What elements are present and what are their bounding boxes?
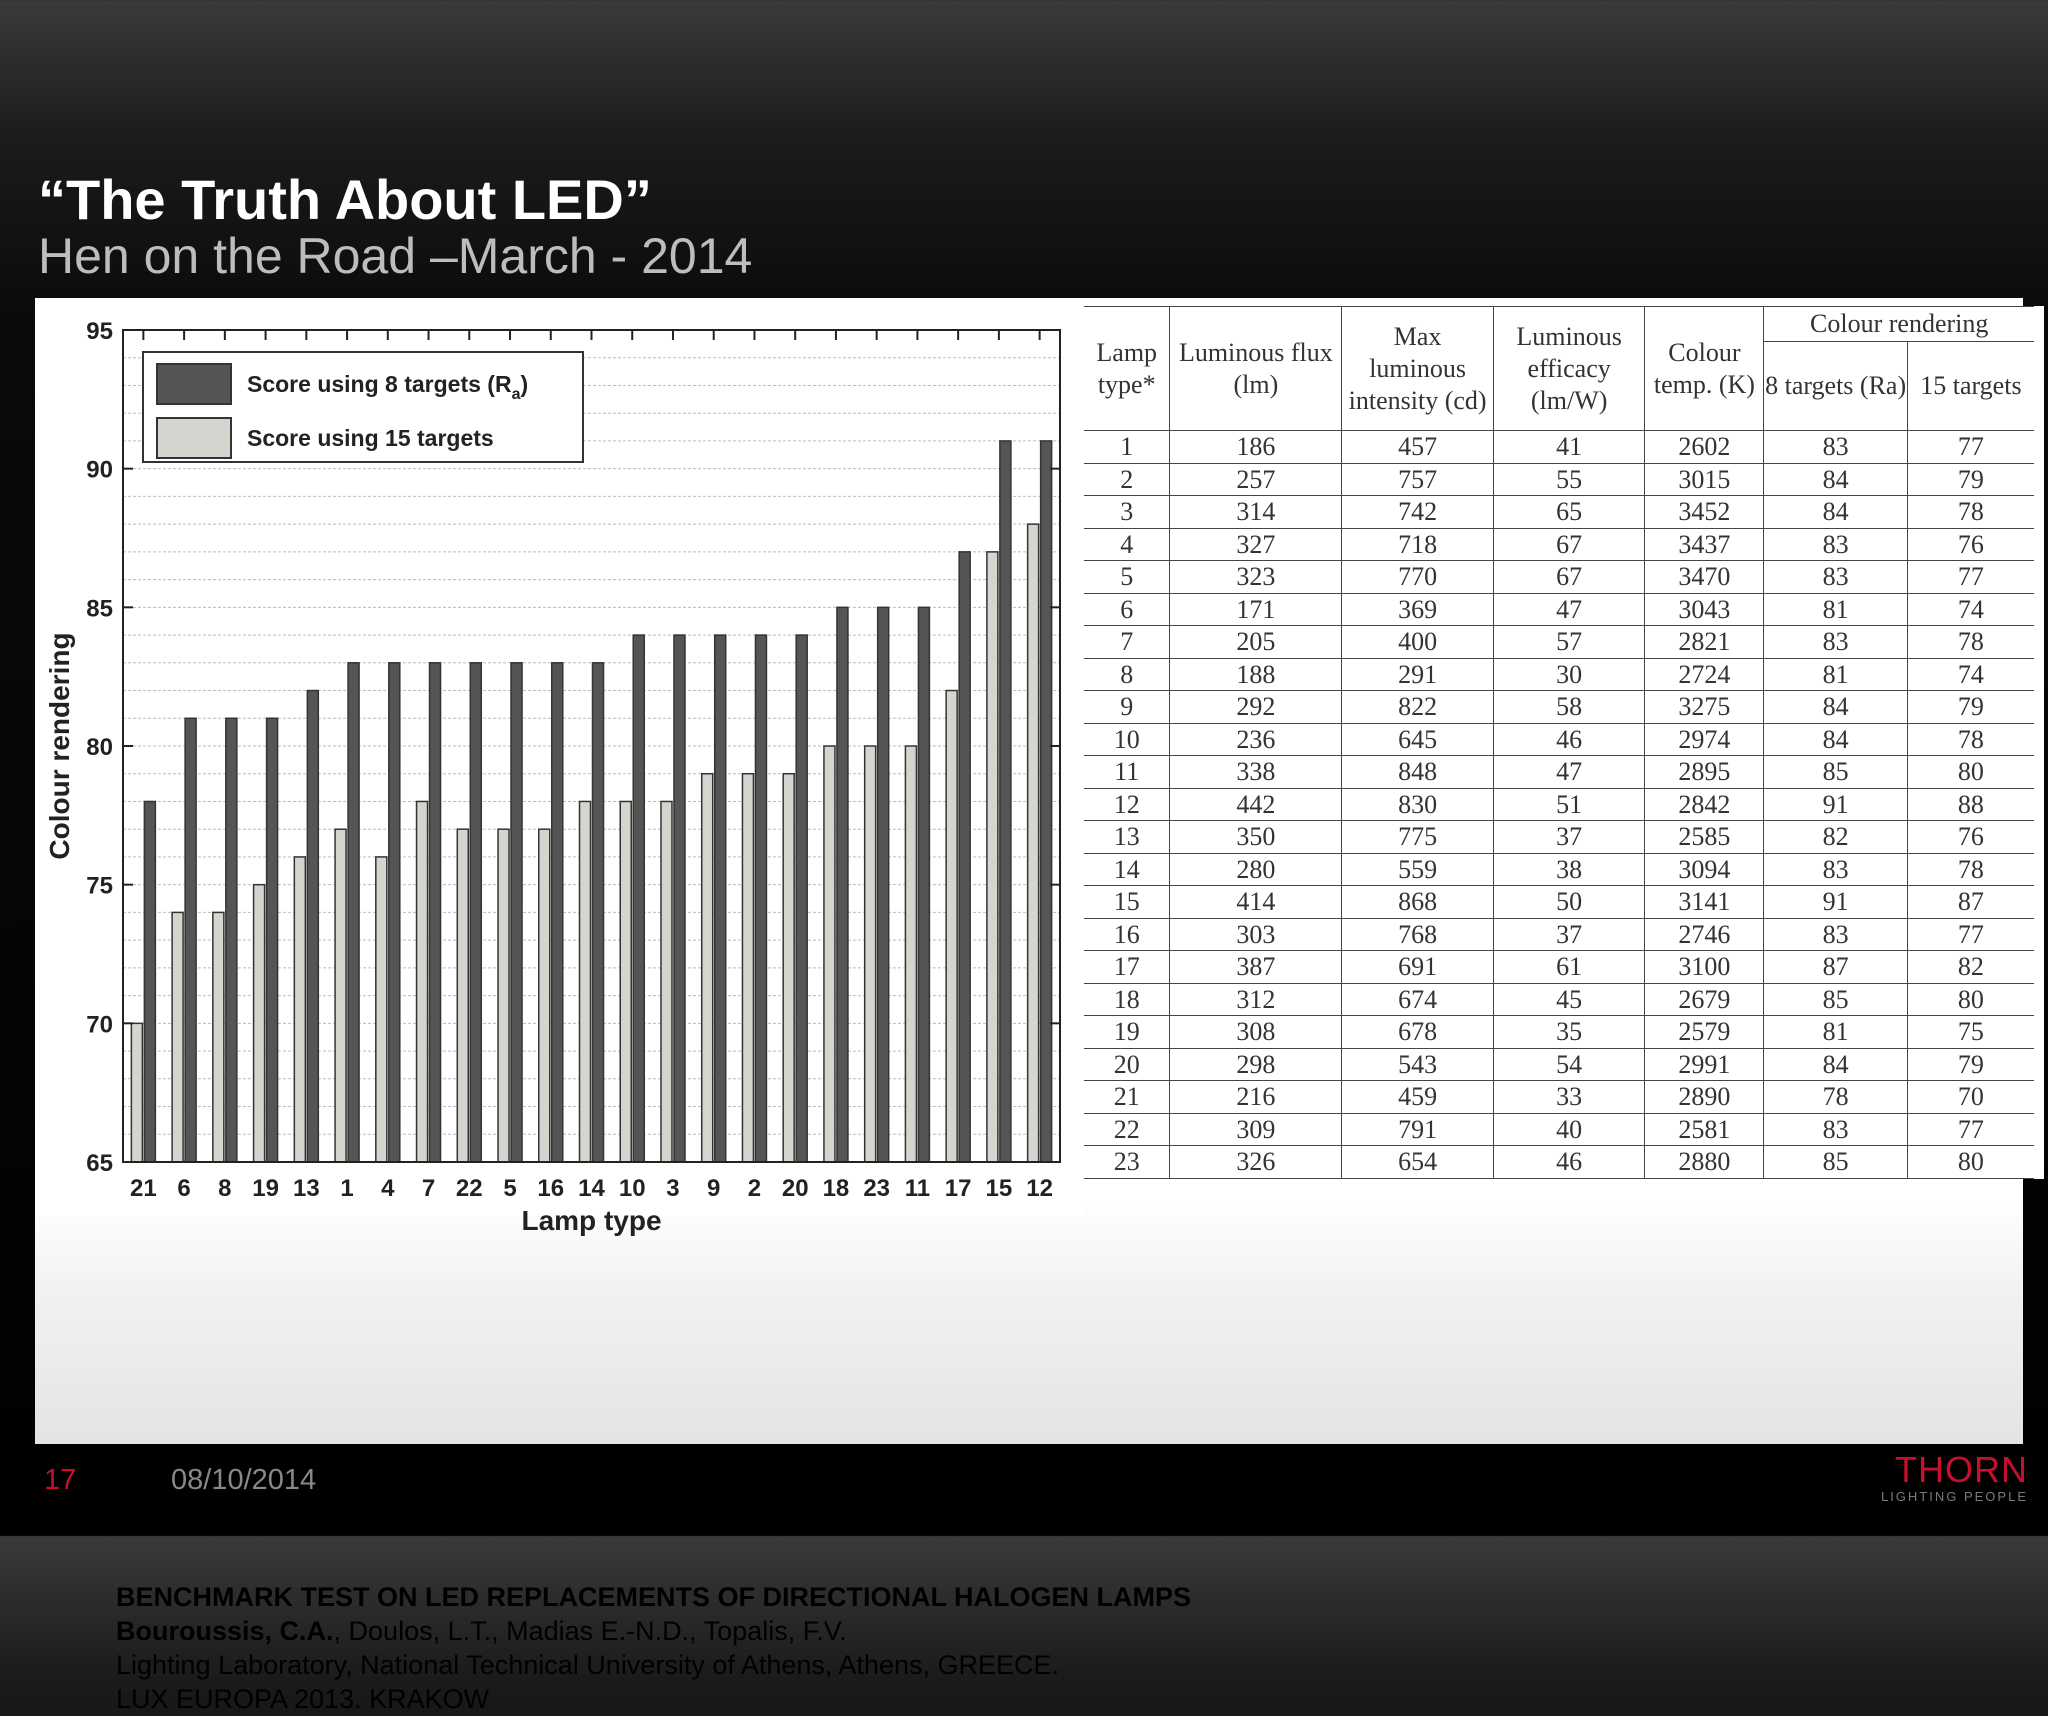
cell-max-intensity: 559 xyxy=(1342,853,1494,886)
x-tick-label: 2 xyxy=(747,1175,762,1202)
cell-ra-8-targets: 85 xyxy=(1764,983,1907,1016)
cell-max-intensity: 791 xyxy=(1342,1113,1494,1146)
cell-lamp-type: 21 xyxy=(1084,1081,1170,1114)
bar-15-targets xyxy=(539,829,550,1162)
cell-luminous-flux: 303 xyxy=(1170,918,1342,951)
cell-luminous-flux: 414 xyxy=(1170,886,1342,919)
y-tick-label: 75 xyxy=(86,872,113,900)
cell-max-intensity: 830 xyxy=(1342,788,1494,821)
cell-luminous-flux: 280 xyxy=(1170,853,1342,886)
bars xyxy=(131,441,1051,1162)
cell-colour-temp: 2895 xyxy=(1645,756,1764,789)
cell-ra-8-targets: 83 xyxy=(1764,1113,1907,1146)
cell-lamp-type: 10 xyxy=(1084,723,1170,756)
x-tick-label: 6 xyxy=(177,1175,191,1202)
bar-8-targets xyxy=(226,718,237,1162)
cell-lamp-type: 12 xyxy=(1084,788,1170,821)
cell-efficacy: 67 xyxy=(1493,561,1645,594)
x-tick-label: 22 xyxy=(455,1175,483,1202)
header-luminous-flux: Luminous flux (lm) xyxy=(1170,307,1342,431)
cell-lamp-type: 18 xyxy=(1084,983,1170,1016)
cell-efficacy: 47 xyxy=(1493,593,1645,626)
table-row xyxy=(1084,1016,2034,1049)
y-tick-label: 65 xyxy=(86,1150,113,1177)
cell-max-intensity: 742 xyxy=(1342,496,1494,529)
cell-efficacy: 38 xyxy=(1493,853,1645,886)
cell-efficacy: 37 xyxy=(1493,918,1645,951)
table-row xyxy=(1084,431,2034,464)
bar-8-targets xyxy=(307,691,318,1162)
bar-8-targets xyxy=(430,663,441,1162)
cell-luminous-flux: 338 xyxy=(1170,756,1342,789)
cell-luminous-flux: 188 xyxy=(1170,658,1342,691)
x-tick-label: 7 xyxy=(421,1175,436,1202)
cell-score-15-targets: 80 xyxy=(1907,1146,2034,1179)
cell-max-intensity: 674 xyxy=(1342,983,1494,1016)
table-row xyxy=(1084,788,2034,821)
cell-colour-temp: 2890 xyxy=(1645,1081,1764,1114)
cell-ra-8-targets: 83 xyxy=(1764,528,1907,561)
cell-luminous-flux: 308 xyxy=(1170,1016,1342,1049)
cell-lamp-type: 23 xyxy=(1084,1146,1170,1179)
table-row xyxy=(1084,1081,2034,1114)
cell-luminous-flux: 309 xyxy=(1170,1113,1342,1146)
cell-luminous-flux: 171 xyxy=(1170,593,1342,626)
cell-efficacy: 55 xyxy=(1493,463,1645,496)
cell-efficacy: 46 xyxy=(1493,723,1645,756)
bar-15-targets xyxy=(172,912,183,1162)
cell-efficacy: 37 xyxy=(1493,821,1645,854)
cell-score-15-targets: 78 xyxy=(1907,496,2034,529)
cell-colour-temp: 3275 xyxy=(1645,691,1764,724)
cell-lamp-type: 6 xyxy=(1084,593,1170,626)
bar-8-targets xyxy=(593,663,604,1162)
bar-8-targets xyxy=(185,718,196,1162)
x-tick-label: 23 xyxy=(863,1175,891,1202)
cell-max-intensity: 369 xyxy=(1342,593,1494,626)
cell-efficacy: 51 xyxy=(1493,788,1645,821)
x-tick-label: 15 xyxy=(985,1175,1013,1202)
bar-15-targets xyxy=(946,691,957,1162)
cell-score-15-targets: 79 xyxy=(1907,463,2034,496)
cell-colour-temp: 2842 xyxy=(1645,788,1764,821)
cell-lamp-type: 8 xyxy=(1084,658,1170,691)
cell-colour-temp: 2579 xyxy=(1645,1016,1764,1049)
cell-efficacy: 65 xyxy=(1493,496,1645,529)
cell-colour-temp: 3470 xyxy=(1645,561,1764,594)
cell-efficacy: 45 xyxy=(1493,983,1645,1016)
cell-max-intensity: 291 xyxy=(1342,658,1494,691)
cell-lamp-type: 13 xyxy=(1084,821,1170,854)
cell-score-15-targets: 77 xyxy=(1907,918,2034,951)
bar-15-targets xyxy=(783,774,794,1162)
cell-score-15-targets: 76 xyxy=(1907,528,2034,561)
cell-efficacy: 61 xyxy=(1493,951,1645,984)
cell-max-intensity: 543 xyxy=(1342,1048,1494,1081)
cell-score-15-targets: 78 xyxy=(1907,723,2034,756)
cell-luminous-flux: 327 xyxy=(1170,528,1342,561)
cell-efficacy: 40 xyxy=(1493,1113,1645,1146)
cell-lamp-type: 4 xyxy=(1084,528,1170,561)
bar-8-targets xyxy=(674,635,685,1162)
cell-score-15-targets: 74 xyxy=(1907,593,2034,626)
cell-colour-temp: 2585 xyxy=(1645,821,1764,854)
bar-8-targets xyxy=(1041,441,1052,1162)
slide-title: “The Truth About LED” xyxy=(38,168,652,231)
cell-max-intensity: 868 xyxy=(1342,886,1494,919)
cell-score-15-targets: 77 xyxy=(1907,561,2034,594)
cell-luminous-flux: 314 xyxy=(1170,496,1342,529)
cell-luminous-flux: 323 xyxy=(1170,561,1342,594)
lead-author: Bouroussis, C.A. xyxy=(116,1616,334,1646)
cell-colour-temp: 3043 xyxy=(1645,593,1764,626)
legend-label: Score using 8 targets $(R_a)$ xyxy=(247,371,529,403)
x-tick-label: 3 xyxy=(666,1175,680,1202)
bar-15-targets xyxy=(661,801,672,1162)
cell-efficacy: 35 xyxy=(1493,1016,1645,1049)
lamp-data-table xyxy=(1084,306,2044,1179)
cell-efficacy: 33 xyxy=(1493,1081,1645,1114)
cell-score-15-targets: 88 xyxy=(1907,788,2034,821)
x-tick-label: 17 xyxy=(944,1175,972,1202)
cell-score-15-targets: 78 xyxy=(1907,626,2034,659)
cell-max-intensity: 770 xyxy=(1342,561,1494,594)
cell-colour-temp: 3437 xyxy=(1645,528,1764,561)
bar-8-targets xyxy=(552,663,563,1162)
bar-15-targets xyxy=(254,885,265,1162)
bar-15-targets xyxy=(376,857,387,1162)
cell-colour-temp: 2724 xyxy=(1645,658,1764,691)
cell-efficacy: 30 xyxy=(1493,658,1645,691)
bar-8-targets xyxy=(837,607,848,1162)
co-authors: , Doulos, L.T., Madias E.-N.D., Topalis, F.V. xyxy=(333,1616,847,1646)
x-tick-label: 4 xyxy=(381,1175,395,1202)
table-row xyxy=(1084,593,2034,626)
cell-colour-temp: 2581 xyxy=(1645,1113,1764,1146)
header-lamp-type: Lamp type* xyxy=(1084,307,1170,431)
bar-15-targets xyxy=(620,801,631,1162)
cell-colour-temp: 2679 xyxy=(1645,983,1764,1016)
bar-8-targets xyxy=(389,663,400,1162)
x-tick-label: 12 xyxy=(1026,1175,1053,1202)
cell-max-intensity: 678 xyxy=(1342,1016,1494,1049)
cell-luminous-flux: 298 xyxy=(1170,1048,1342,1081)
bar-8-targets xyxy=(633,635,644,1162)
table-row xyxy=(1084,886,2034,919)
cell-ra-8-targets: 85 xyxy=(1764,756,1907,789)
cell-ra-8-targets: 81 xyxy=(1764,593,1907,626)
cell-max-intensity: 691 xyxy=(1342,951,1494,984)
paper-title: BENCHMARK TEST ON LED REPLACEMENTS OF DIRECTIONAL HALOGEN LAMPS xyxy=(116,1582,1192,1612)
cell-luminous-flux: 236 xyxy=(1170,723,1342,756)
cell-score-15-targets: 79 xyxy=(1907,1048,2034,1081)
header-colour-temp: Colour temp. (K) xyxy=(1645,307,1764,431)
y-axis-label: Colour rendering xyxy=(44,632,75,860)
cell-ra-8-targets: 91 xyxy=(1764,788,1907,821)
x-tick-label: 14 xyxy=(578,1175,605,1202)
cell-luminous-flux: 216 xyxy=(1170,1081,1342,1114)
table-row xyxy=(1084,658,2034,691)
cell-score-15-targets: 74 xyxy=(1907,658,2034,691)
cell-lamp-type: 16 xyxy=(1084,918,1170,951)
header-max-intensity: Max luminous intensity (cd) xyxy=(1342,307,1494,431)
x-tick-label: 20 xyxy=(781,1175,809,1202)
cell-colour-temp: 3141 xyxy=(1645,886,1764,919)
bar-8-targets xyxy=(715,635,726,1162)
cell-max-intensity: 457 xyxy=(1342,431,1494,464)
bar-15-targets xyxy=(1028,524,1039,1162)
header-15-targets: 15 targets xyxy=(1907,342,2034,431)
x-tick-label: 13 xyxy=(292,1175,320,1202)
colour-rendering-chart xyxy=(35,298,1085,1236)
cell-ra-8-targets: 87 xyxy=(1764,951,1907,984)
slide-date: 08/10/2014 xyxy=(171,1464,317,1496)
legend-paren: ) xyxy=(520,371,529,397)
cell-ra-8-targets: 83 xyxy=(1764,561,1907,594)
bar-15-targets xyxy=(131,1023,142,1162)
cell-lamp-type: 2 xyxy=(1084,463,1170,496)
bar-8-targets xyxy=(144,801,155,1162)
page-number: 17 xyxy=(44,1464,77,1496)
x-tick-label: 10 xyxy=(618,1175,646,1202)
cell-ra-8-targets: 83 xyxy=(1764,918,1907,951)
cell-lamp-type: 9 xyxy=(1084,691,1170,724)
table-row xyxy=(1084,1048,2034,1081)
x-tick-label: 1 xyxy=(340,1175,354,1202)
cell-max-intensity: 654 xyxy=(1342,1146,1494,1179)
table-row xyxy=(1084,1146,2034,1179)
cell-score-15-targets: 80 xyxy=(1907,983,2034,1016)
table-row xyxy=(1084,528,2034,561)
cell-max-intensity: 459 xyxy=(1342,1081,1494,1114)
bar-15-targets xyxy=(702,774,713,1162)
bar-15-targets xyxy=(580,801,591,1162)
cell-score-15-targets: 82 xyxy=(1907,951,2034,984)
header-colour-rendering: Colour rendering xyxy=(1764,307,2034,342)
table-row xyxy=(1084,951,2034,984)
bar-15-targets xyxy=(294,857,305,1162)
cell-lamp-type: 20 xyxy=(1084,1048,1170,1081)
cell-lamp-type: 7 xyxy=(1084,626,1170,659)
cell-max-intensity: 768 xyxy=(1342,918,1494,951)
cell-lamp-type: 14 xyxy=(1084,853,1170,886)
cell-lamp-type: 17 xyxy=(1084,951,1170,984)
cell-score-15-targets: 77 xyxy=(1907,1113,2034,1146)
cell-efficacy: 57 xyxy=(1493,626,1645,659)
cell-ra-8-targets: 85 xyxy=(1764,1146,1907,1179)
cell-colour-temp: 3452 xyxy=(1645,496,1764,529)
bar-8-targets xyxy=(511,663,522,1162)
cell-efficacy: 58 xyxy=(1493,691,1645,724)
authors xyxy=(116,1614,1191,1648)
x-tick-label: 5 xyxy=(503,1175,517,1202)
bar-15-targets xyxy=(335,829,346,1162)
table-row xyxy=(1084,1113,2034,1146)
cell-score-15-targets: 70 xyxy=(1907,1081,2034,1114)
bar-15-targets xyxy=(457,829,468,1162)
cell-ra-8-targets: 81 xyxy=(1764,658,1907,691)
cell-efficacy: 67 xyxy=(1493,528,1645,561)
bar-15-targets xyxy=(742,774,753,1162)
bar-15-targets xyxy=(213,912,224,1162)
bar-8-targets xyxy=(755,635,766,1162)
cell-efficacy: 46 xyxy=(1493,1146,1645,1179)
cell-lamp-type: 11 xyxy=(1084,756,1170,789)
cell-luminous-flux: 442 xyxy=(1170,788,1342,821)
y-tick-label: 95 xyxy=(86,318,113,345)
cell-ra-8-targets: 84 xyxy=(1764,1048,1907,1081)
cell-max-intensity: 822 xyxy=(1342,691,1494,724)
cell-colour-temp: 2821 xyxy=(1645,626,1764,659)
legend xyxy=(143,352,583,462)
cell-score-15-targets: 76 xyxy=(1907,821,2034,854)
cell-ra-8-targets: 83 xyxy=(1764,626,1907,659)
bar-15-targets xyxy=(498,829,509,1162)
cell-max-intensity: 775 xyxy=(1342,821,1494,854)
table-row xyxy=(1084,853,2034,886)
cell-efficacy: 50 xyxy=(1493,886,1645,919)
cell-luminous-flux: 350 xyxy=(1170,821,1342,854)
bar-8-targets xyxy=(1000,441,1011,1162)
x-axis-label: Lamp type xyxy=(521,1205,662,1236)
cell-ra-8-targets: 84 xyxy=(1764,723,1907,756)
x-tick-label: 8 xyxy=(218,1175,232,1202)
cell-ra-8-targets: 83 xyxy=(1764,431,1907,464)
cell-colour-temp: 2880 xyxy=(1645,1146,1764,1179)
bar-8-targets xyxy=(470,663,481,1162)
bar-8-targets xyxy=(918,607,929,1162)
table-row xyxy=(1084,723,2034,756)
table-row xyxy=(1084,983,2034,1016)
cell-score-15-targets: 77 xyxy=(1907,431,2034,464)
cell-max-intensity: 718 xyxy=(1342,528,1494,561)
legend-subscript: a xyxy=(511,386,521,403)
cell-score-15-targets: 79 xyxy=(1907,691,2034,724)
y-tick-label: 70 xyxy=(86,1011,113,1039)
cell-colour-temp: 2602 xyxy=(1645,431,1764,464)
cell-lamp-type: 5 xyxy=(1084,561,1170,594)
bar-15-targets xyxy=(824,746,835,1162)
table-row xyxy=(1084,756,2034,789)
table-row xyxy=(1084,561,2034,594)
cell-ra-8-targets: 84 xyxy=(1764,691,1907,724)
cell-score-15-targets: 75 xyxy=(1907,1016,2034,1049)
cell-lamp-type: 19 xyxy=(1084,1016,1170,1049)
bar-8-targets xyxy=(796,635,807,1162)
bar-15-targets xyxy=(905,746,916,1162)
x-tick-label: 9 xyxy=(707,1175,721,1202)
table-row xyxy=(1084,821,2034,854)
table-body xyxy=(1084,431,2034,1179)
bar-8-targets xyxy=(959,552,970,1162)
legend-swatch xyxy=(157,364,231,404)
cell-colour-temp: 3015 xyxy=(1645,463,1764,496)
y-tick-label: 80 xyxy=(86,734,113,761)
header-efficacy: Luminous efficacy (lm/W) xyxy=(1493,307,1645,431)
cell-score-15-targets: 78 xyxy=(1907,853,2034,886)
conference: LUX EUROPA 2013. KRAKOW xyxy=(116,1684,490,1714)
cell-colour-temp: 3100 xyxy=(1645,951,1764,984)
cell-colour-temp: 2991 xyxy=(1645,1048,1764,1081)
cell-score-15-targets: 80 xyxy=(1907,756,2034,789)
table-row xyxy=(1084,691,2034,724)
bar-8-targets xyxy=(348,663,359,1162)
bar-15-targets xyxy=(417,801,428,1162)
cell-luminous-flux: 387 xyxy=(1170,951,1342,984)
y-tick-label: 90 xyxy=(86,456,113,484)
cell-max-intensity: 848 xyxy=(1342,756,1494,789)
cell-luminous-flux: 326 xyxy=(1170,1146,1342,1179)
cell-luminous-flux: 292 xyxy=(1170,691,1342,724)
cell-colour-temp: 2974 xyxy=(1645,723,1764,756)
bar-15-targets xyxy=(987,552,998,1162)
table-row xyxy=(1084,496,2034,529)
bar-15-targets xyxy=(865,746,876,1162)
x-tick-label: 18 xyxy=(822,1175,850,1202)
cell-lamp-type: 1 xyxy=(1084,431,1170,464)
bar-8-targets xyxy=(267,718,278,1162)
logo-tagline: LIGHTING PEOPLE xyxy=(1880,1489,2028,1504)
cell-max-intensity: 757 xyxy=(1342,463,1494,496)
cell-ra-8-targets: 82 xyxy=(1764,821,1907,854)
table-row xyxy=(1084,918,2034,951)
cell-ra-8-targets: 83 xyxy=(1764,853,1907,886)
x-tick-label: 16 xyxy=(537,1175,565,1202)
bar-8-targets xyxy=(878,607,889,1162)
cell-ra-8-targets: 81 xyxy=(1764,1016,1907,1049)
cell-max-intensity: 400 xyxy=(1342,626,1494,659)
cell-efficacy: 47 xyxy=(1493,756,1645,789)
cell-colour-temp: 3094 xyxy=(1645,853,1764,886)
cell-luminous-flux: 257 xyxy=(1170,463,1342,496)
cell-score-15-targets: 87 xyxy=(1907,886,2034,919)
x-tick-label: 11 xyxy=(904,1175,931,1202)
cell-ra-8-targets: 91 xyxy=(1764,886,1907,919)
cell-lamp-type: 15 xyxy=(1084,886,1170,919)
slide-subtitle: Hen on the Road –March - 2014 xyxy=(38,228,753,284)
cell-efficacy: 41 xyxy=(1493,431,1645,464)
x-tick-label: 21 xyxy=(130,1175,157,1202)
cell-ra-8-targets: 84 xyxy=(1764,496,1907,529)
cell-luminous-flux: 186 xyxy=(1170,431,1342,464)
cell-luminous-flux: 312 xyxy=(1170,983,1342,1016)
cell-luminous-flux: 205 xyxy=(1170,626,1342,659)
header-8-targets: 8 targets (Ra) xyxy=(1764,342,1907,431)
cell-ra-8-targets: 78 xyxy=(1764,1081,1907,1114)
table-row xyxy=(1084,626,2034,659)
affiliation: Lighting Laboratory, National Technical University of Athens, Athens, GREECE. xyxy=(116,1650,1060,1680)
thorn-logo xyxy=(1880,1449,2028,1506)
y-tick-label: 85 xyxy=(86,595,113,623)
reference-block xyxy=(116,1580,1191,1716)
cell-lamp-type: 3 xyxy=(1084,496,1170,529)
cell-colour-temp: 2746 xyxy=(1645,918,1764,951)
table-row xyxy=(1084,463,2034,496)
cell-efficacy: 54 xyxy=(1493,1048,1645,1081)
legend-swatch xyxy=(157,418,231,458)
x-tick-label: 19 xyxy=(252,1175,279,1202)
legend-label: Score using 15 targets xyxy=(247,425,494,451)
cell-ra-8-targets: 84 xyxy=(1764,463,1907,496)
chart-svg xyxy=(35,298,1085,1236)
cell-lamp-type: 22 xyxy=(1084,1113,1170,1146)
logo-name: THORN xyxy=(1895,1449,2028,1490)
cell-max-intensity: 645 xyxy=(1342,723,1494,756)
